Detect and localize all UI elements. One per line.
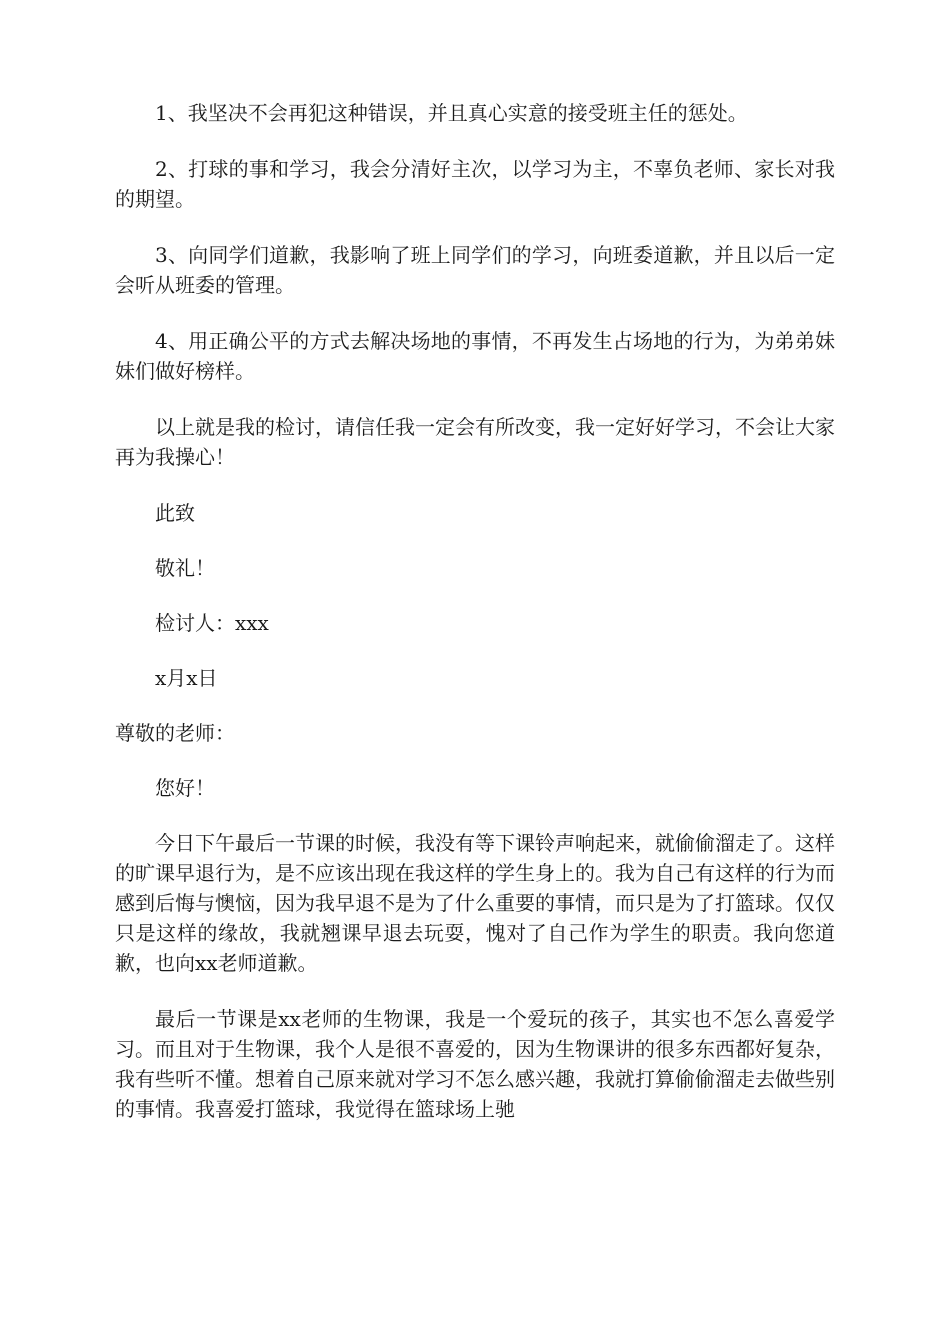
list-item-3: 3、向同学们道歉，我影响了班上同学们的学习，向班委道歉，并且以后一定会听从班委的管理。 [115, 243, 835, 297]
list-item-2: 2、打球的事和学习，我会分清好主次，以学习为主，不辜负老师、家长对我的期望。 [115, 157, 835, 211]
list-item-4: 4、用正确公平的方式去解决场地的事情，不再发生占场地的行为，为弟弟妹妹们做好榜样。 [115, 329, 835, 383]
closing-statement: 以上就是我的检讨，请信任我一定会有所改变，我一定好好学习，不会让大家再为我操心！ [115, 415, 835, 469]
list-item-1: 1、我坚决不会再犯这种错误，并且真心实意的接受班主任的惩处。 [155, 101, 748, 125]
body-paragraph-2: 最后一节课是xx老师的生物课，我是一个爱玩的孩子，其实也不怎么喜爱学习。而且对于生物课，我个人是很不喜爱的，因为生物课讲的很多东西都好复杂，我有些听不懂。想着自己原来就对学习不怎么感兴趣，我就打算偷偷溜走去做些别的事情。我喜爱打篮球，我觉得在篮球场上驰 [115, 1007, 835, 1121]
salutation-line-2: 敬礼！ [155, 556, 215, 580]
greeting: 您好！ [155, 776, 215, 800]
date-line: x月x日 [155, 666, 218, 690]
salutation-line-1: 此致 [155, 501, 195, 525]
body-paragraph-1: 今日下午最后一节课的时候，我没有等下课铃声响起来，就偷偷溜走了。这样的旷课早退行为，是不应该出现在我这样的学生身上的。我为自己有这样的行为而感到后悔与懊恼，因为我早退不是为了什么重要的事情，而只是为了打篮球。仅仅只是这样的缘故，我就翘课早退去玩耍，愧对了自己作为学生的职责。我向您道歉，也向xx老师道歉。 [115, 831, 835, 975]
greeting-recipient: 尊敬的老师： [115, 721, 235, 745]
document-page [115, 98, 835, 1150]
signer-line: 检讨人：xxx [155, 611, 269, 635]
